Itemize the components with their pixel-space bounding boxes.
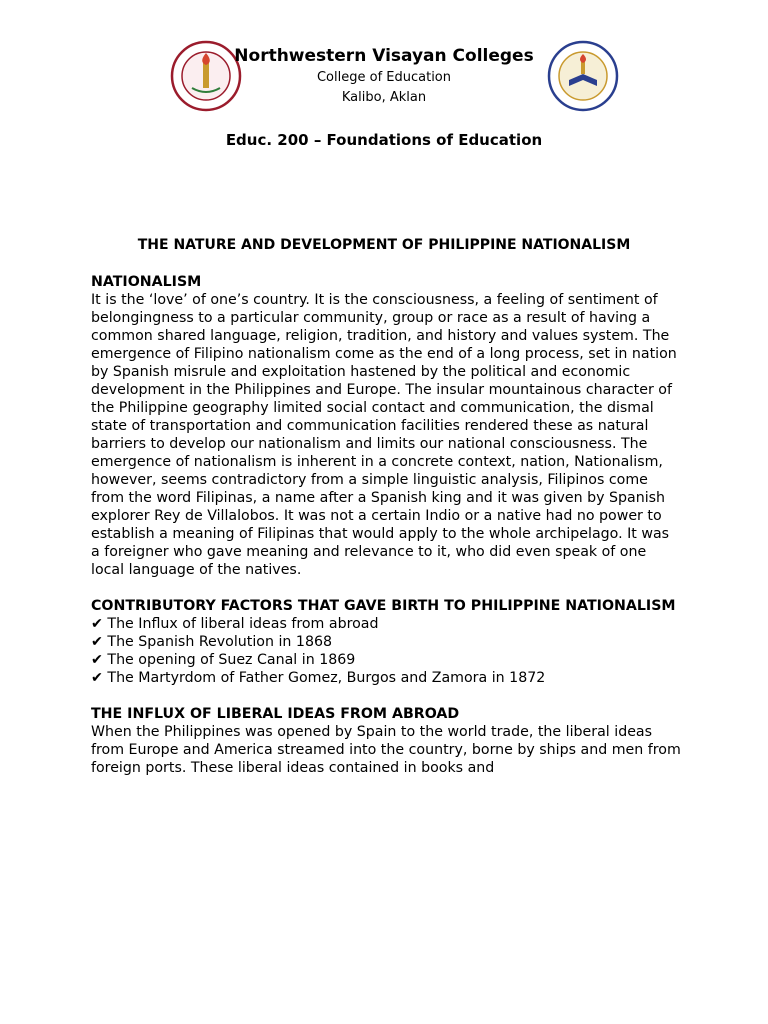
section-heading-nationalism: NATIONALISM: [91, 274, 202, 290]
college-name: Northwestern Visayan Colleges: [234, 46, 534, 66]
section-heading-influx-liberal-ideas: THE INFLUX OF LIBERAL IDEAS FROM ABROAD: [91, 706, 460, 722]
college-department: College of Education: [316, 70, 452, 85]
list-item: ✔ The Martyrdom of Father Gomez, Burgos and Zamora in 1872: [91, 670, 546, 686]
spacer: [91, 687, 681, 705]
paragraph-nationalism: It is the ‘love’ of one’s country. It is the consciousness, a feeling of sentiment of belongingness to a particular community, group or race as a result of having a common shared language, religion, tradition, and history and values system. The emergence of Filipino nationalism come as the end of a long process, set in nation by Spanish misrule and exploitation hastened by the political and economic development in the Philippines and Europe. The insular mountainous character of the Philippine geography limited social contact and communication, the dismal state of transportation and communication facilities rendered these as natural barriers to develop our nationalism and limits our national consciousness. The emergence of nationalism is inherent in a concrete context, nation, Nationalism, however, seems contradictory from a simple linguistic analysis, Filipinos come from the word Filipinas, a name after a Spanish king and it was given by Spanish explorer Rey de Villalobos. It was not a certain Indio or a native had no power to establish a meaning of Filipinas that would apply to the whole archipelago. It was a foreigner who gave meaning and relevance to it, who did even speak of one local language of the natives.: [91, 292, 677, 578]
letterhead: [0, 40, 768, 120]
paragraph-influx-liberal-ideas: When the Philippines was opened by Spain to the world trade, the liberal ideas from Europe and America streamed into the country, borne by ships and men from foreign ports. These liberal ideas contained in books and: [91, 724, 681, 776]
document-body: [91, 273, 681, 777]
document-title: THE NATURE AND DEVELOPMENT OF PHILIPPINE NATIONALISM: [137, 237, 631, 253]
list-item: ✔ The opening of Suez Canal in 1869: [91, 652, 356, 668]
course-title: Educ. 200 – Foundations of Education: [225, 131, 543, 149]
section-heading-contributory-factors: CONTRIBUTORY FACTORS THAT GAVE BIRTH TO PHILIPPINE NATIONALISM: [91, 598, 676, 614]
list-item: ✔ The Influx of liberal ideas from abroad: [91, 616, 379, 632]
spacer: [91, 579, 681, 597]
list-item: ✔ The Spanish Revolution in 1868: [91, 634, 333, 650]
college-location: Kalibo, Aklan: [341, 90, 427, 105]
contributory-factors-list: [91, 615, 681, 687]
